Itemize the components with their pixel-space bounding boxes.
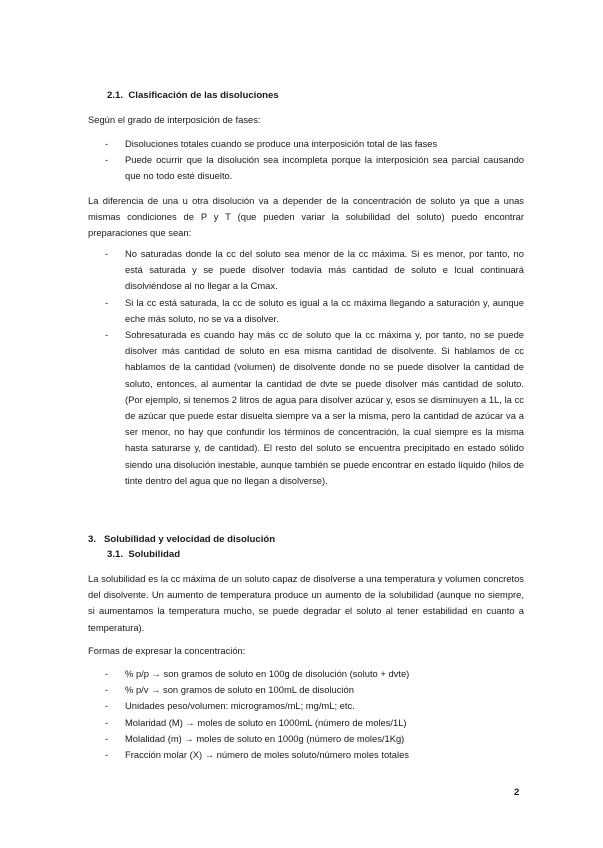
list-item [88,715,524,731]
section-2-1-heading [107,90,279,101]
section-number: 3.1. [107,549,124,560]
list-marker: - [105,749,109,761]
list-item [88,295,524,327]
list-item-text: % p/p → son gramos de soluto en 100g de disolución (soluto + dvte) [125,668,410,679]
grado-interposicion-intro: Según el grado de interposición de fases: [88,114,261,125]
list-item [88,698,524,714]
list-item-text: Sobresaturada es cuando hay más cc de soluto que la cc máxima y, por tanto, no se puede disolver más cantidad de soluto en esa misma cantidad de disolvente. Si hablamos de cc hablamos de la cantidad (volumen) de disolvente donde no se puede disolver la cantidad de soluto, entonces, al aumentar la cantidad de dvte se puede disolver más cantidad de soluto. (Por ejemplo, si tenemos 2 litros de agua para disolver azúcar y, esos se disminuyen a 1L, la cc de azúcar que puede estar disuelta siempre va a ser la misma, pero la cantidad de azúcar va a ser menor, no hay que confundir los términos de concentración, la cual siempre es la misma hasta saturarse y, de cantidad). El resto del soluto se encuentra precipitado en estado sólido siendo una disolución inestable, aunque también se puede encontrar en estado líquido (hilos de tinte dentro del agua que no llegan a disolverse). [125,329,524,486]
list-marker: - [105,716,109,728]
section-title: Solubilidad y velocidad de disolución [104,534,276,545]
formas-intro: Formas de expresar la concentración: [88,645,246,656]
section-title: Solubilidad [128,549,181,560]
list-item-text: Unidades peso/volumen: microgramos/mL; mg/mL; etc. [125,700,355,712]
list-marker: - [105,296,109,308]
section-3-1-heading [107,549,180,560]
list-item-text: No saturadas donde la cc del soluto sea menor de la cc máxima. Si es menor, por tanto, no está saturada y se puede disolver todavía más cantidad de soluto e lcual continuará disolviéndose al no llegar a la Cmax. [125,248,524,292]
list-item-text: Puede ocurrir que la disolución sea incompleta porque la interposición sea parcial causando que no todo esté disuelto. [125,154,524,182]
list-item [88,666,524,682]
list-item [88,747,524,763]
list-item-text: Disoluciones totales cuando se produce una interposición total de las fases [125,138,438,149]
list-item [88,246,524,295]
solubilidad-paragraph: La solubilidad es la cc máxima de un soluto capaz de disolverse a una temperatura y volumen concretos del disolvente. Un aumento de temperatura produce un aumento de la solubilidad (aunque no siempre, si aumentamos la temperatura mucho, se puede degradar el soluto al tener estabilidad en cuanto a temperatura). [88,573,524,633]
section-number: 3. [88,534,97,545]
list-marker: - [105,668,109,679]
section-3-heading [88,534,275,545]
list-marker: - [105,700,109,712]
grado-interposicion-list [88,136,524,185]
formas-list [88,666,524,763]
list-item-text: Fracción molar (X) → número de moles soluto/número moles totales [125,749,409,761]
list-marker: - [105,329,109,341]
list-item-text: % p/v → son gramos de soluto en 100mL de disolución [125,684,354,696]
section-number: 2.1. [107,90,124,101]
list-marker: - [105,154,109,166]
list-item-text: Si la cc está saturada, la cc de soluto es igual a la cc máxima llegando a saturación y, aunque eche más soluto, no se va a disolver. [125,296,524,324]
list-marker: - [105,248,109,259]
section-title: Clasificación de las disoluciones [128,90,279,101]
list-item [88,327,524,489]
list-marker: - [105,732,109,744]
list-item [88,136,524,152]
list-item [88,731,524,747]
list-item [88,152,524,184]
list-item-text: Molaridad (M) → moles de soluto en 1000mL (número de moles/1L) [125,716,407,728]
list-marker: - [105,138,109,149]
diferencia-paragraph: La diferencia de una u otra disolución va a depender de la concentración de soluto ya que a unas mismas condiciones de P y T (que pueden variar la solubilidad del soluto) puedo encontrar preparaciones que sean: [88,195,524,239]
list-item-text: Molalidad (m) → moles de soluto en 1000g (número de moles/1Kg) [125,732,405,744]
page-number: 2 [514,787,520,798]
tipos-disolucion-list [88,246,524,489]
list-item [88,682,524,698]
list-marker: - [105,684,109,696]
